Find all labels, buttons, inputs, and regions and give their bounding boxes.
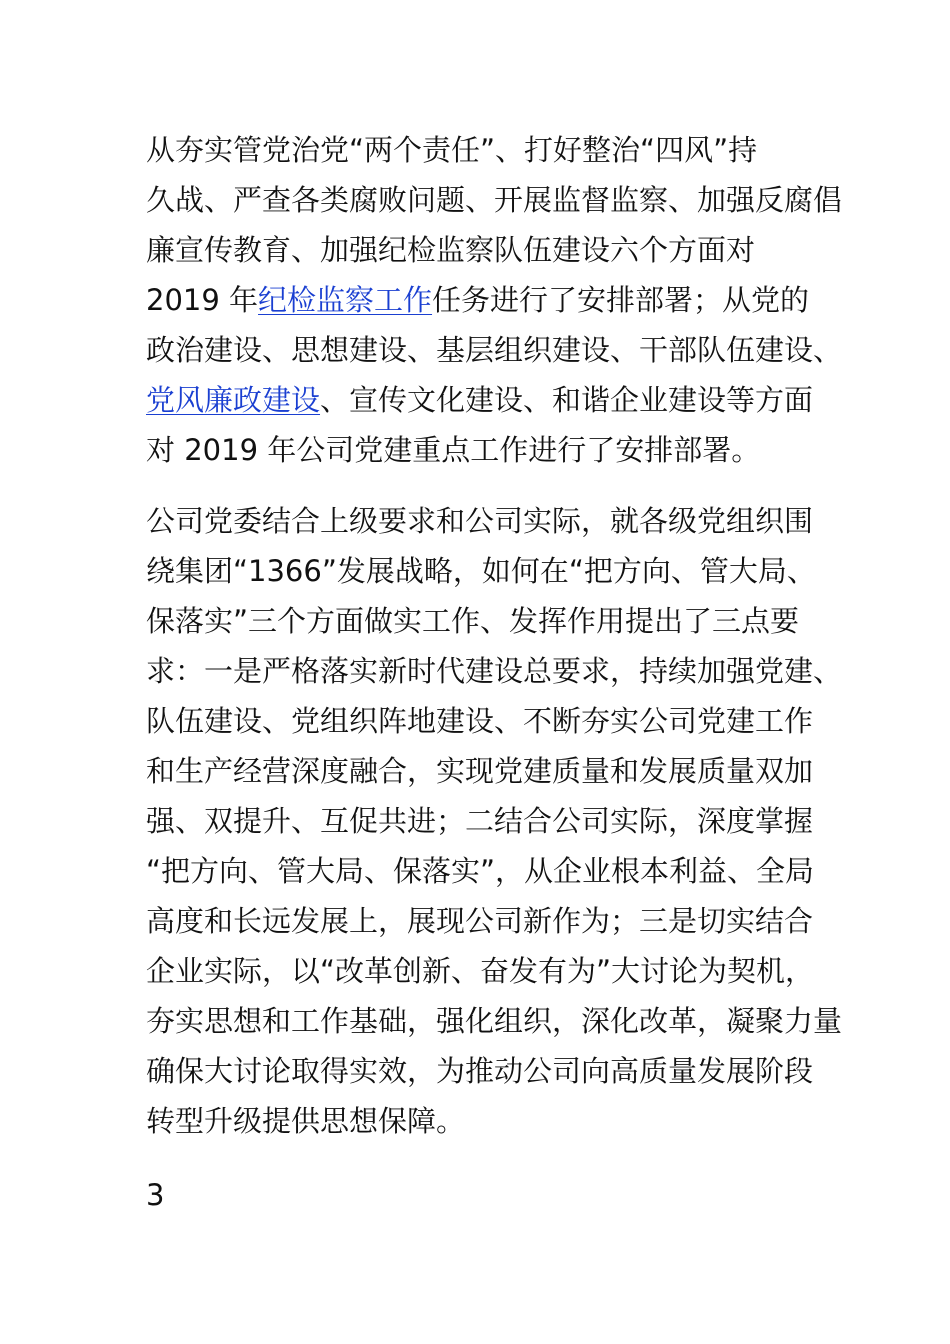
paragraph-line: 确保大讨论取得实效，为推动公司向高质量发展阶段 [146, 1054, 814, 1088]
paragraph-party-work-deployment [146, 125, 842, 475]
paragraph-line: 企业实际，以“改革创新、奋发有为”大讨论为契机， [146, 954, 815, 988]
page-number: 3 [146, 1178, 165, 1212]
paragraph-line: 队伍建设、党组织阵地建设、不断夯实公司党建工作 [146, 704, 814, 738]
paragraph-line [146, 375, 842, 425]
line-text: 、宣传文化建设、和谐企业建设等方面 [320, 383, 814, 417]
paragraph-line: 久战、严查各类腐败问题、开展监督监察、加强反腐倡 [146, 183, 843, 217]
paragraph-line: 和生产经营深度融合，实现党建质量和发展质量双加 [146, 754, 814, 788]
paragraph-line: 高度和长远发展上，展现公司新作为；三是切实结合 [146, 904, 814, 938]
paragraph-line [146, 275, 842, 325]
paragraph-line: 政治建设、思想建设、基层组织建设、干部队伍建设、 [146, 333, 843, 367]
party-integrity-link[interactable]: 党风廉政建设 [146, 383, 321, 417]
paragraph-line: 转型升级提供思想保障。 [146, 1104, 466, 1138]
paragraph-line: 强、双提升、互促共进；二结合公司实际，深度掌握 [146, 804, 814, 838]
paragraph-line: 保落实”三个方面做实工作、发挥作用提出了三点要 [146, 604, 800, 638]
paragraph-line: “把方向、管大局、保落实”，从企业根本利益、全局 [146, 854, 815, 888]
paragraph-line: 从夯实管党治党“两个责任”、打好整治“四风”持 [146, 133, 758, 167]
discipline-inspection-link[interactable]: 纪检监察工作 [258, 283, 433, 317]
line-text: 任务进行了安排部署；从党的 [432, 283, 810, 317]
paragraph-line: 夯实思想和工作基础，强化组织，深化改革，凝聚力量 [146, 1004, 843, 1038]
paragraph-line: 绕集团“1366”发展战略，如何在“把方向、管大局、 [146, 554, 816, 588]
paragraph-line: 廉宣传教育、加强纪检监察队伍建设六个方面对 [146, 233, 756, 267]
paragraph-party-committee-requirements [146, 496, 842, 1146]
year-text: 2019 年 [146, 283, 259, 317]
paragraph-line: 求：一是严格落实新时代建设总要求，持续加强党建、 [146, 654, 843, 688]
paragraph-line: 对 2019 年公司党建重点工作进行了安排部署。 [146, 433, 761, 467]
paragraph-line: 公司党委结合上级要求和公司实际，就各级党组织围 [146, 504, 814, 538]
